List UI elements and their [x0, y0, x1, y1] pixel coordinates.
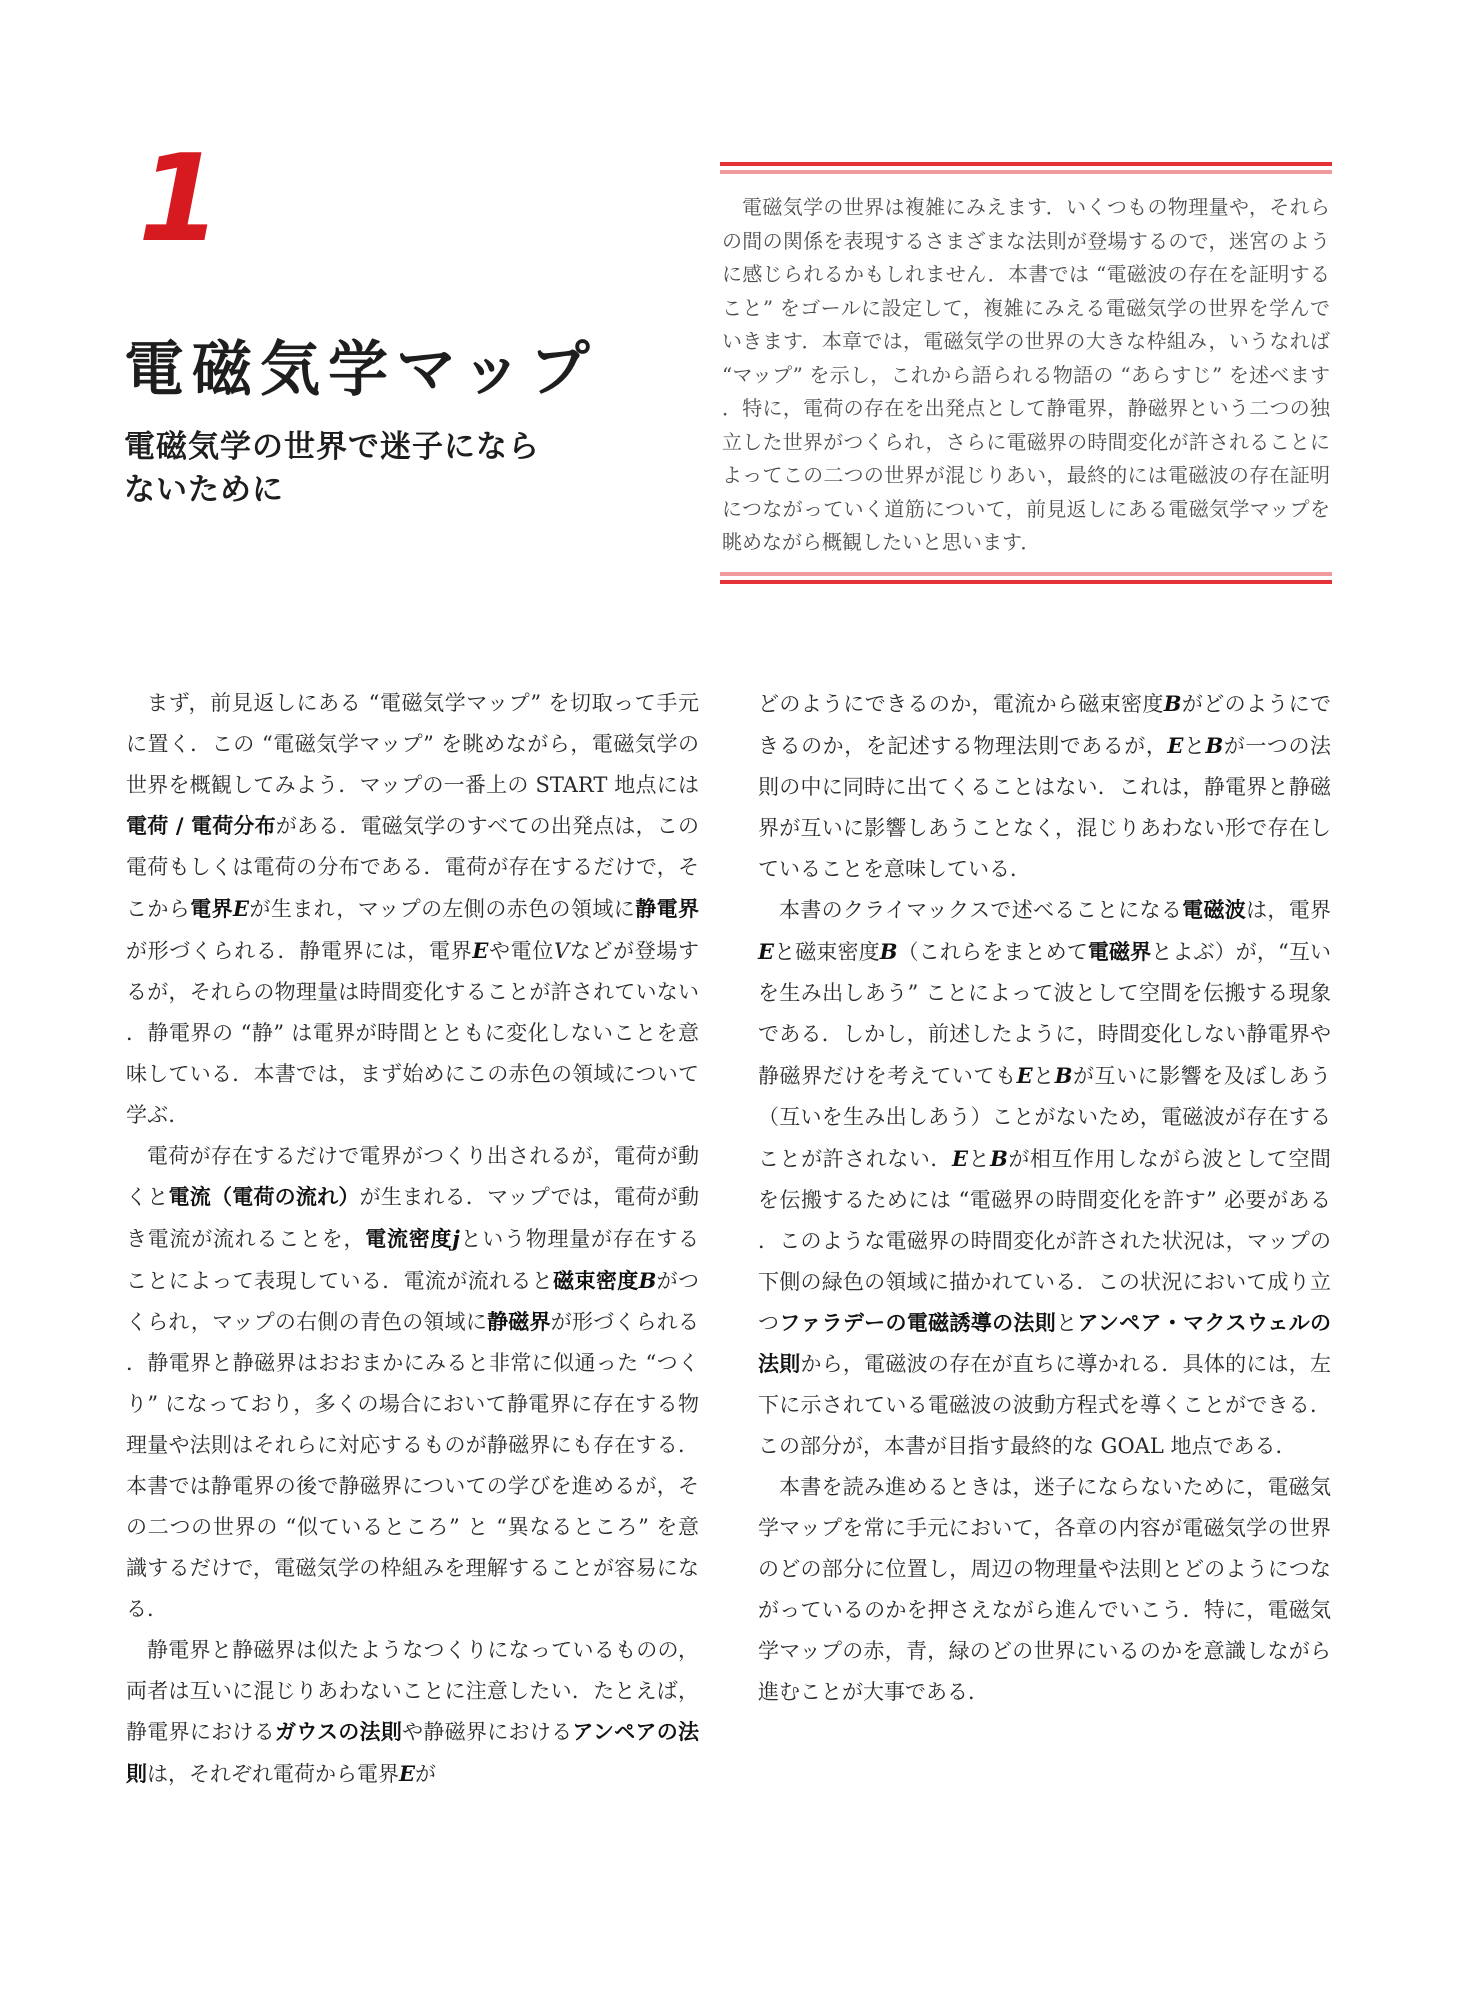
term-electromagnetic-field: 電磁界: [1087, 940, 1152, 964]
abstract-top-rule: [720, 162, 1332, 175]
symbol-E: E: [399, 1761, 416, 1786]
term-ampere-law: アンペアの法則: [126, 1720, 699, 1786]
symbol-E: E: [758, 939, 775, 964]
term-electric-field: 電界: [190, 897, 234, 921]
symbol-E: E: [1016, 1063, 1033, 1088]
symbol-V: V: [553, 939, 570, 963]
symbol-B: B: [1054, 1063, 1073, 1088]
symbol-E: E: [472, 938, 489, 963]
chapter-number: 1: [138, 130, 222, 269]
term-gauss-law: ガウスの法則: [275, 1720, 403, 1744]
symbol-B: B: [990, 1146, 1008, 1171]
body-column-left: [126, 683, 699, 1795]
body-column-right: [758, 683, 1331, 1713]
term-current-density: 電流密度: [365, 1227, 453, 1251]
term-ampere-maxwell-law: アンペア・マクスウェルの法則: [758, 1311, 1332, 1376]
paragraph: 本書のクライマックスで述べることになる電磁波は，電界Eと磁束密度B（これらをまとめて電磁界とよぶ）が，“互いを生み出しあう” ことによって波として空間を伝搬する現象である．しかし，前述したように，時間変化しない静電界や静磁界だけを考えていてもEとBが互いに影響を及ぼしあう（互いを生み出しあう）ことがないため，電磁波が存在することが許されない．EとBが相互作用しながら波として空間を伝搬するためには “電磁界の時間変化を許す” 必要がある．このような電磁界の時間変化が許された状況は，マップの下側の緑色の領域に描かれている．この状況において成り立つファラデーの電磁誘導の法則とアンペア・マクスウェルの法則から，電磁波の存在が直ちに導かれる．具体的には，左下に示されている電磁波の波動方程式を導くことができる．この部分が，本書が目指す最終的な GOAL 地点である．: [758, 898, 1332, 1458]
abstract-bottom-rule: [720, 572, 1332, 585]
chapter-abstract: 電磁気学の世界は複雑にみえます．いくつもの物理量や，それらの間の関係を表現するさまざまな法則が登場するので，迷宮のように感じられるかもしれません．本書では “電磁波の存在を証明すること” をゴールに設定して，複雑にみえる電磁気学の世界を学んでいきます．本章では，電磁気学の世界の大きな枠組み，いうなれば “マップ” を示し，これから語られる物語の “あらすじ” を述べます．特に，電荷の存在を出発点として静電界，静磁界という二つの独立した世界がつくられ，さらに電磁界の時間変化が許されることによってこの二つの世界が混じりあい，最終的には電磁波の存在証明につながっていく道筋について，前見返しにある電磁気学マップを眺めながら概観したいと思います．: [722, 195, 1330, 554]
symbol-E: E: [1167, 733, 1184, 758]
term-current: 電流（電荷の流れ）: [168, 1185, 360, 1209]
paragraph: まず，前見返しにある “電磁気学マップ” を切取って手元に置く．この “電磁気学マップ” を眺めながら，電磁気学の世界を概観してみよう．マップの一番上の START 地点には電荷 / 電荷分布がある．電磁気学のすべての出発点は，この電荷もしくは電荷の分布である．電荷が存在するだけで，そこから電界Eが生まれ，マップの左側の赤色の領域に静電界が形づくられる．静電界には，電界Eや電位Vなどが登場するが，それらの物理量は時間変化することが許されていない．静電界の “静” は電界が時間とともに変化しないことを意味している．本書では，まず始めにこの赤色の領域について学ぶ．: [126, 691, 700, 1127]
term-charge-distribution: 電荷 / 電荷分布: [126, 814, 276, 838]
term-faraday-law: ファラデーの電磁誘導の法則: [779, 1311, 1057, 1335]
chapter-title: 電磁気学マップ: [124, 335, 598, 405]
term-electromagnetic-wave: 電磁波: [1182, 898, 1247, 922]
symbol-E: E: [951, 1146, 968, 1171]
symbol-B: B: [638, 1268, 657, 1293]
term-magnetostatic-field: 静磁界: [487, 1310, 551, 1334]
symbol-B: B: [1205, 733, 1224, 758]
symbol-B: B: [1163, 691, 1182, 716]
chapter-abstract-box: [720, 162, 1332, 585]
chapter-subtitle: 電磁気学の世界で迷子にならないために: [124, 429, 540, 508]
term-electrostatic-field: 静電界: [635, 897, 699, 921]
symbol-B: B: [879, 939, 898, 964]
paragraph: 電荷が存在するだけで電界がつくり出されるが，電荷が動くと電流（電荷の流れ）が生まれる．マップでは，電荷が動き電流が流れることを，電流密度jという物理量が存在することによって表現している．電流が流れると磁束密度Bがつくられ，マップの右側の青色の領域に静磁界が形づくられる．静電界と静磁界はおおまかにみると非常に似通った “つくり” になっており，多くの場合において静電界に存在する物理量や法則はそれらに対応するものが静磁界にも存在する．本書では静電界の後で静磁界についての学びを進めるが，その二つの世界の “似ているところ” と “異なるところ” を意識するだけで，電磁気学の枠組みを理解することが容易になる．: [126, 1144, 700, 1621]
symbol-E: E: [233, 896, 250, 921]
paragraph: 本書を読み進めるときは，迷子にならないために，電磁気学マップを常に手元において，各章の内容が電磁気学の世界のどの部分に位置し，周辺の物理量や法則とどのようにつながっているのかを押さえながら進んでいこう．特に，電磁気学マップの赤，青，緑のどの世界にいるのかを意識しながら進むことが大事である．: [758, 1475, 1331, 1704]
term-magnetic-flux-density: 磁束密度: [553, 1269, 639, 1293]
paragraph: 静電界と静磁界は似たようなつくりになっているものの，両者は互いに混じりあわないことに注意したい．たとえば，静電界におけるガウスの法則や静磁界におけるアンペアの法則は，それぞれ電荷から電界Eが: [126, 1638, 699, 1786]
paragraph: どのようにできるのか，電流から磁束密度Bがどのようにできるのか，を記述する物理法則であるが，EとBが一つの法則の中に同時に出てくることはない．これは，静電界と静磁界が互いに影響しあうことなく，混じりあわない形で存在していることを意味している．: [758, 691, 1332, 881]
symbol-j: j: [452, 1226, 460, 1251]
